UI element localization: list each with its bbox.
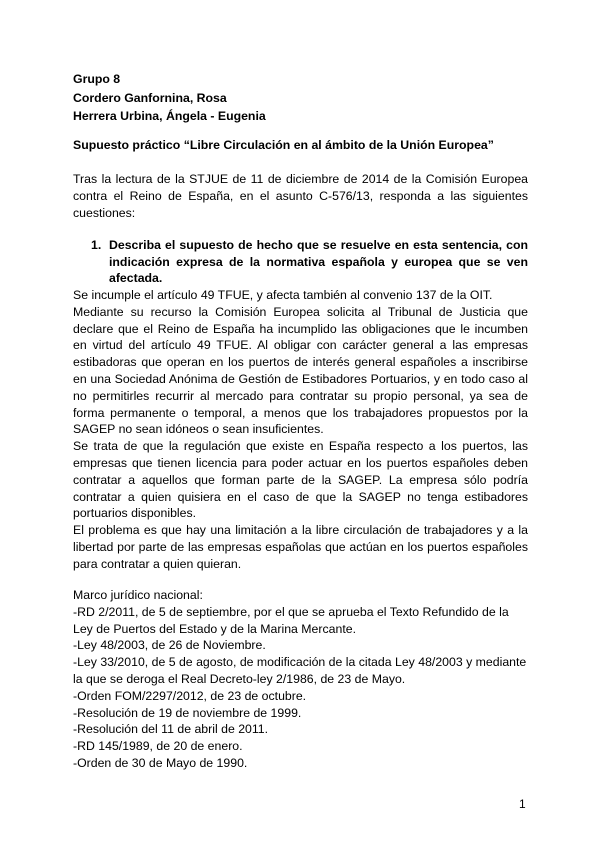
intro-paragraph: Tras la lectura de la STJUE de 11 de diciembre de 2014 de la Comisión Europea contra el Reino de España, en el asunto C-576/13, responda a las siguientes cuestiones:: [73, 172, 528, 220]
legal-framework-item: -RD 145/1989, de 20 de enero.: [73, 739, 243, 754]
answer-paragraph-4: El problema es que hay una limitación a la libre circulación de trabajadores y a la libertad por parte de las empresas españolas que actúan en los puertos españoles para contratar a quien quieran.: [73, 523, 528, 571]
legal-framework-item: -Ley 33/2010, de 5 de agosto, de modificación de la citada Ley 48/2003 y mediante la que se deroga el Real Decreto-ley 2/1986, de 23 de Mayo.: [73, 655, 527, 686]
legal-framework-item: -Resolución del 11 de abril de 2011.: [73, 722, 269, 737]
author-name-2: Herrera Urbina, Ángela - Eugenia: [73, 109, 266, 123]
answer-paragraph-2: Mediante su recurso la Comisión Europea solicita al Tribunal de Justicia que declare que el Reino de España ha incumplido las obligaciones que le incumben en virtud del artículo 49 TFUE. Al obligar con carácter general a las empresas estibadoras que operan en los puertos de interés general españoles a inscribirse en una Sociedad Anónima de Gestión de Estibadores Portuarios, y en todo caso al no permitirles recurrir al mercado para contratar su propio personal, ya sea de forma permanente o temporal, a menos que los trabajadores propuestos por la SAGEP no sean idóneos o sean insuficientes.: [73, 304, 528, 437]
group-label: Grupo 8: [73, 72, 121, 86]
legal-framework-item: -Orden de 30 de Mayo de 1990.: [73, 755, 248, 770]
legal-framework-item: -RD 2/2011, de 5 de septiembre, por el que se aprueba el Texto Refundido de la Ley de Puertos del Estado y de la Marina Mercante.: [73, 604, 509, 636]
answer-paragraph-3: Se trata de que la regulación que existe en España respecto a los puertos, las empresas que tienen licencia para poder actuar en los puertos españoles deben contratar a aquellos que forman parte de la SAGEP. La empresa sólo podría contratar a quien quisiera en el caso de que la SAGEP no tenga estibadores portuarios disponibles.: [73, 439, 528, 521]
document-header: [73, 70, 533, 126]
document-title: Supuesto práctico “Libre Circulación en al ámbito de la Unión Europea”: [73, 138, 494, 152]
question-number: 1.: [91, 238, 102, 252]
author-name-1: Cordero Ganfornina, Rosa: [73, 90, 227, 105]
legal-framework-item: -Ley 48/2003, de 26 de Noviembre.: [73, 638, 266, 653]
answer-body: [73, 287, 528, 573]
legal-framework-item: -Orden FOM/2297/2012, de 23 de octubre.: [73, 688, 307, 703]
legal-framework-item: -Resolución de 19 de noviembre de 1999.: [73, 705, 302, 720]
question-1: [91, 237, 528, 287]
answer-paragraph-1: Se incumple el artículo 49 TFUE, y afecta también al convenio 137 de la OIT.: [73, 288, 493, 302]
page-number: 1: [519, 797, 526, 811]
legal-framework-heading: Marco jurídico nacional:: [73, 588, 203, 602]
question-text: Describa el supuesto de hecho que se resuelve en esta sentencia, con indicación expresa de la normativa española y europea que se ven afectada.: [109, 238, 528, 285]
legal-framework-section: [73, 587, 531, 772]
